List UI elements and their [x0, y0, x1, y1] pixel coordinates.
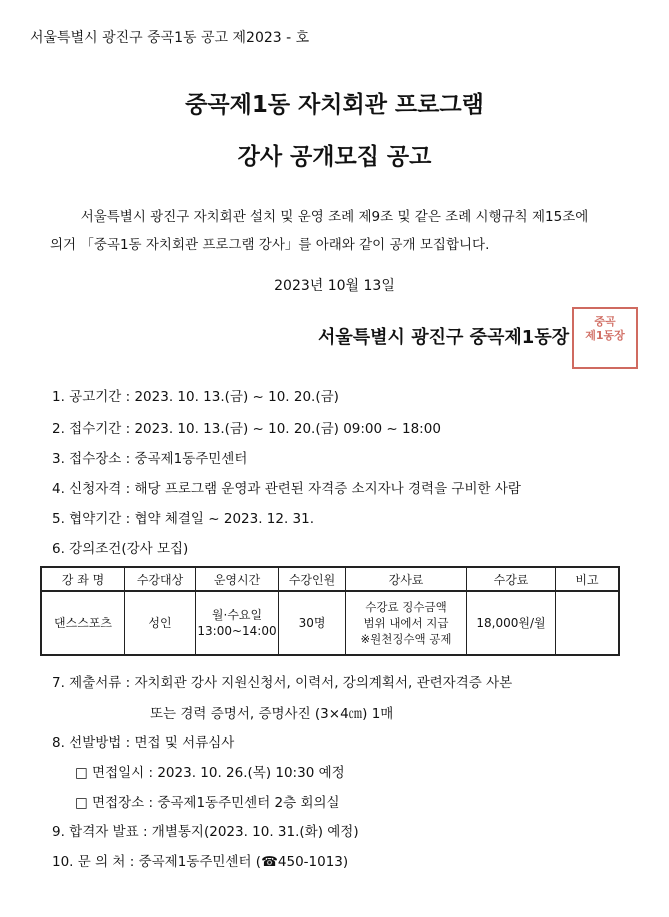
cell-time-days: 월·수요일: [211, 608, 263, 622]
item-documents: 7. 제출서류 : 자치회관 강사 지원신청서, 이력서, 강의계획서, 관련자격증 사본: [52, 675, 513, 691]
cell-capacity: 30명: [279, 591, 346, 655]
cell-time: [196, 591, 279, 655]
fee-line2: 범위 내에서 지급: [363, 616, 449, 630]
seal-text-line2: 제1동장: [585, 329, 625, 342]
item-interview-place: □ 면접장소 : 중곡제1동주민센터 2층 회의실: [75, 795, 340, 811]
table-header-cell: 수강대상: [125, 567, 196, 591]
item-eligibility: 4. 신청자격 : 해당 프로그램 운영과 관련된 자격증 소지자나 경력을 구비한 사람: [52, 481, 521, 497]
item-contract-period: 5. 협약기간 : 협약 체결일 ~ 2023. 12. 31.: [52, 511, 315, 527]
table-header-cell: 수강인원: [279, 567, 346, 591]
item-documents-cont: 또는 경력 증명서, 증명사진 (3×4㎝) 1매: [150, 706, 394, 722]
fee-line3: ※원천징수액 공제: [360, 632, 452, 646]
document-title-line1: 중곡제1동 자치회관 프로그램: [185, 92, 484, 118]
cell-time-hours: 13:00~14:00: [197, 624, 277, 638]
seal-text-line1: 중곡: [594, 315, 616, 328]
item-contact: 10. 문 의 처 : 중곡제1동주민센터 (☎450-1013): [52, 854, 349, 870]
lecture-conditions-table: [40, 566, 620, 656]
item-lecture-conditions: 6. 강의조건(강사 모집): [52, 541, 189, 557]
table-row: [41, 591, 619, 655]
table-header-cell: 강사료: [346, 567, 467, 591]
notice-date: 2023년 10월 13일: [274, 278, 395, 294]
notice-number: 서울특별시 광진구 중곡1동 공고 제2023 - 호: [30, 30, 310, 46]
item-notice-period: 1. 공고기간 : 2023. 10. 13.(금) ~ 10. 20.(금): [52, 389, 339, 405]
item-announcement: 9. 합격자 발표 : 개별통지(2023. 10. 31.(화) 예정): [52, 824, 359, 840]
item-selection-method: 8. 선발방법 : 면접 및 서류심사: [52, 735, 235, 751]
issuer-name: 서울특별시 광진구 중곡제1동장: [318, 327, 570, 348]
cell-target: 성인: [125, 591, 196, 655]
table-header-row: [41, 567, 619, 591]
intro-line1: 서울특별시 광진구 자치회관 설치 및 운영 조례 제9조 및 같은 조례 시행규칙 제15조에: [80, 209, 589, 225]
table-header-cell: 강 좌 명: [41, 567, 125, 591]
cell-course: 댄스스포츠: [41, 591, 125, 655]
item-interview-date: □ 면접일시 : 2023. 10. 26.(목) 10:30 예정: [75, 765, 345, 781]
intro-line2: 의거 「중곡1동 자치회관 프로그램 강사」를 아래와 같이 공개 모집합니다.: [50, 237, 490, 253]
item-application-period: 2. 접수기간 : 2023. 10. 13.(금) ~ 10. 20.(금) 09:00 ~ 18:00: [52, 421, 441, 437]
official-seal: [572, 307, 638, 369]
fee-line1: 수강료 징수금액: [365, 600, 447, 614]
cell-instructor-fee: [346, 591, 467, 655]
table-header-cell: 운영시간: [196, 567, 279, 591]
table-header-cell: 비고: [556, 567, 620, 591]
cell-tuition: 18,000원/월: [467, 591, 556, 655]
document-title-line2: 강사 공개모집 공고: [237, 144, 432, 170]
item-application-place: 3. 접수장소 : 중곡제1동주민센터: [52, 451, 248, 467]
table-header-cell: 수강료: [467, 567, 556, 591]
cell-note: [556, 591, 620, 655]
